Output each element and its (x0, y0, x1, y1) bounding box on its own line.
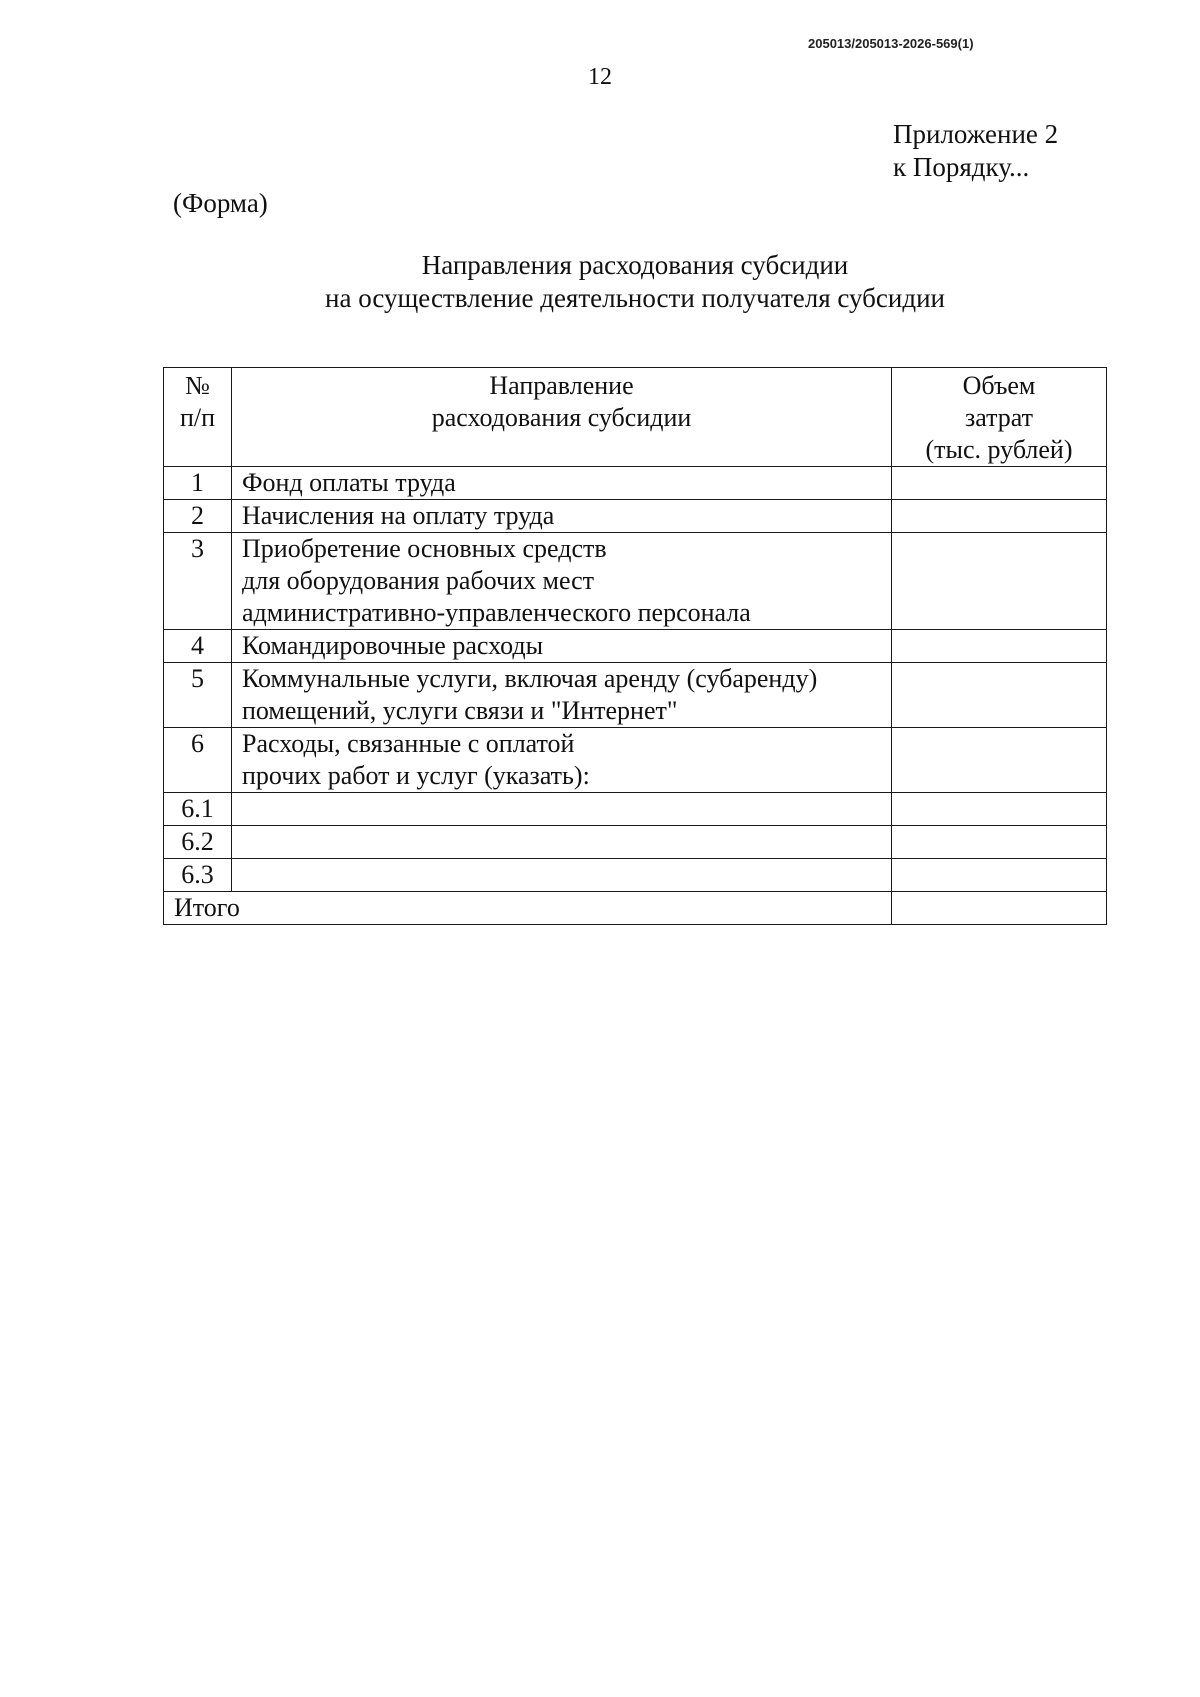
form-label: (Форма) (173, 188, 268, 218)
direction-line: Начисления на оплату труда (242, 501, 555, 530)
table-row (164, 728, 1107, 793)
title-line: на осуществление деятельности получателя субсидии (325, 283, 945, 313)
column-header-volume (892, 368, 1107, 467)
row-number-cell: 6.2 (164, 826, 232, 859)
row-volume-cell[interactable] (892, 467, 1107, 500)
row-direction-cell (232, 793, 892, 826)
header-line: расходования субсидии (431, 403, 692, 432)
row-number-cell: 4 (164, 630, 232, 663)
expense-directions-table (163, 367, 1107, 925)
row-number-cell: 3 (164, 533, 232, 630)
row-direction-cell (232, 826, 892, 859)
direction-line: Приобретение основных средств (242, 534, 607, 563)
direction-line: прочих работ и услуг (указать): (242, 761, 590, 790)
title-line: Направления расходования субсидии (421, 250, 849, 280)
row-direction-cell (232, 533, 892, 630)
table-row (164, 663, 1107, 728)
row-direction-cell (232, 630, 892, 663)
table-row (164, 533, 1107, 630)
row-volume-cell[interactable] (892, 663, 1107, 728)
row-direction-cell (232, 467, 892, 500)
header-line: затрат (964, 403, 1034, 432)
direction-line: административно-управленческого персонала (242, 598, 751, 627)
appendix-reference (893, 118, 1058, 184)
table-row (164, 859, 1107, 892)
row-volume-cell[interactable] (892, 500, 1107, 533)
table-row (164, 467, 1107, 500)
direction-line: Коммунальные услуги, включая аренду (субаренду) (242, 664, 818, 693)
row-number-cell: 6 (164, 728, 232, 793)
direction-line (242, 826, 891, 858)
direction-line: Расходы, связанные с оплатой (242, 729, 575, 758)
row-number-cell: 2 (164, 500, 232, 533)
row-volume-cell[interactable] (892, 826, 1107, 859)
column-header-direction (232, 368, 892, 467)
table-header-row (164, 368, 1107, 467)
total-value-cell[interactable] (892, 892, 1107, 925)
header-line: Объем (962, 371, 1036, 400)
appendix-line: к Порядку... (893, 152, 1030, 182)
document-title (0, 249, 1200, 315)
header-line: Направление (489, 371, 634, 400)
direction-line: Фонд оплаты труда (242, 468, 456, 497)
row-direction-cell (232, 728, 892, 793)
row-direction-cell (232, 859, 892, 892)
table-row (164, 630, 1107, 663)
row-number-cell: 1 (164, 467, 232, 500)
row-volume-cell[interactable] (892, 728, 1107, 793)
table-row (164, 826, 1107, 859)
row-number-cell: 6.3 (164, 859, 232, 892)
direction-line (242, 859, 891, 891)
direction-line (242, 793, 891, 825)
row-volume-cell[interactable] (892, 533, 1107, 630)
document-registration-code: 205013/205013-2026-569(1) (808, 36, 974, 51)
row-number-cell: 6.1 (164, 793, 232, 826)
direction-line: для оборудования рабочих мест (242, 566, 595, 595)
header-line: № (185, 371, 210, 400)
column-header-number (164, 368, 232, 467)
header-line: (тыс. рублей) (925, 435, 1073, 464)
row-direction-cell (232, 663, 892, 728)
direction-line: Командировочные расходы (242, 631, 544, 660)
row-volume-cell[interactable] (892, 859, 1107, 892)
row-number-cell: 5 (164, 663, 232, 728)
row-direction-cell (232, 500, 892, 533)
total-label: Итого (164, 892, 892, 925)
total-row (164, 892, 1107, 925)
header-line: п/п (179, 403, 216, 432)
row-volume-cell[interactable] (892, 793, 1107, 826)
page-number: 12 (588, 64, 612, 90)
table-body (164, 467, 1107, 892)
table-row (164, 500, 1107, 533)
direction-line: помещений, услуги связи и "Интернет" (242, 696, 678, 725)
table-row (164, 793, 1107, 826)
row-volume-cell[interactable] (892, 630, 1107, 663)
appendix-line: Приложение 2 (893, 119, 1059, 149)
